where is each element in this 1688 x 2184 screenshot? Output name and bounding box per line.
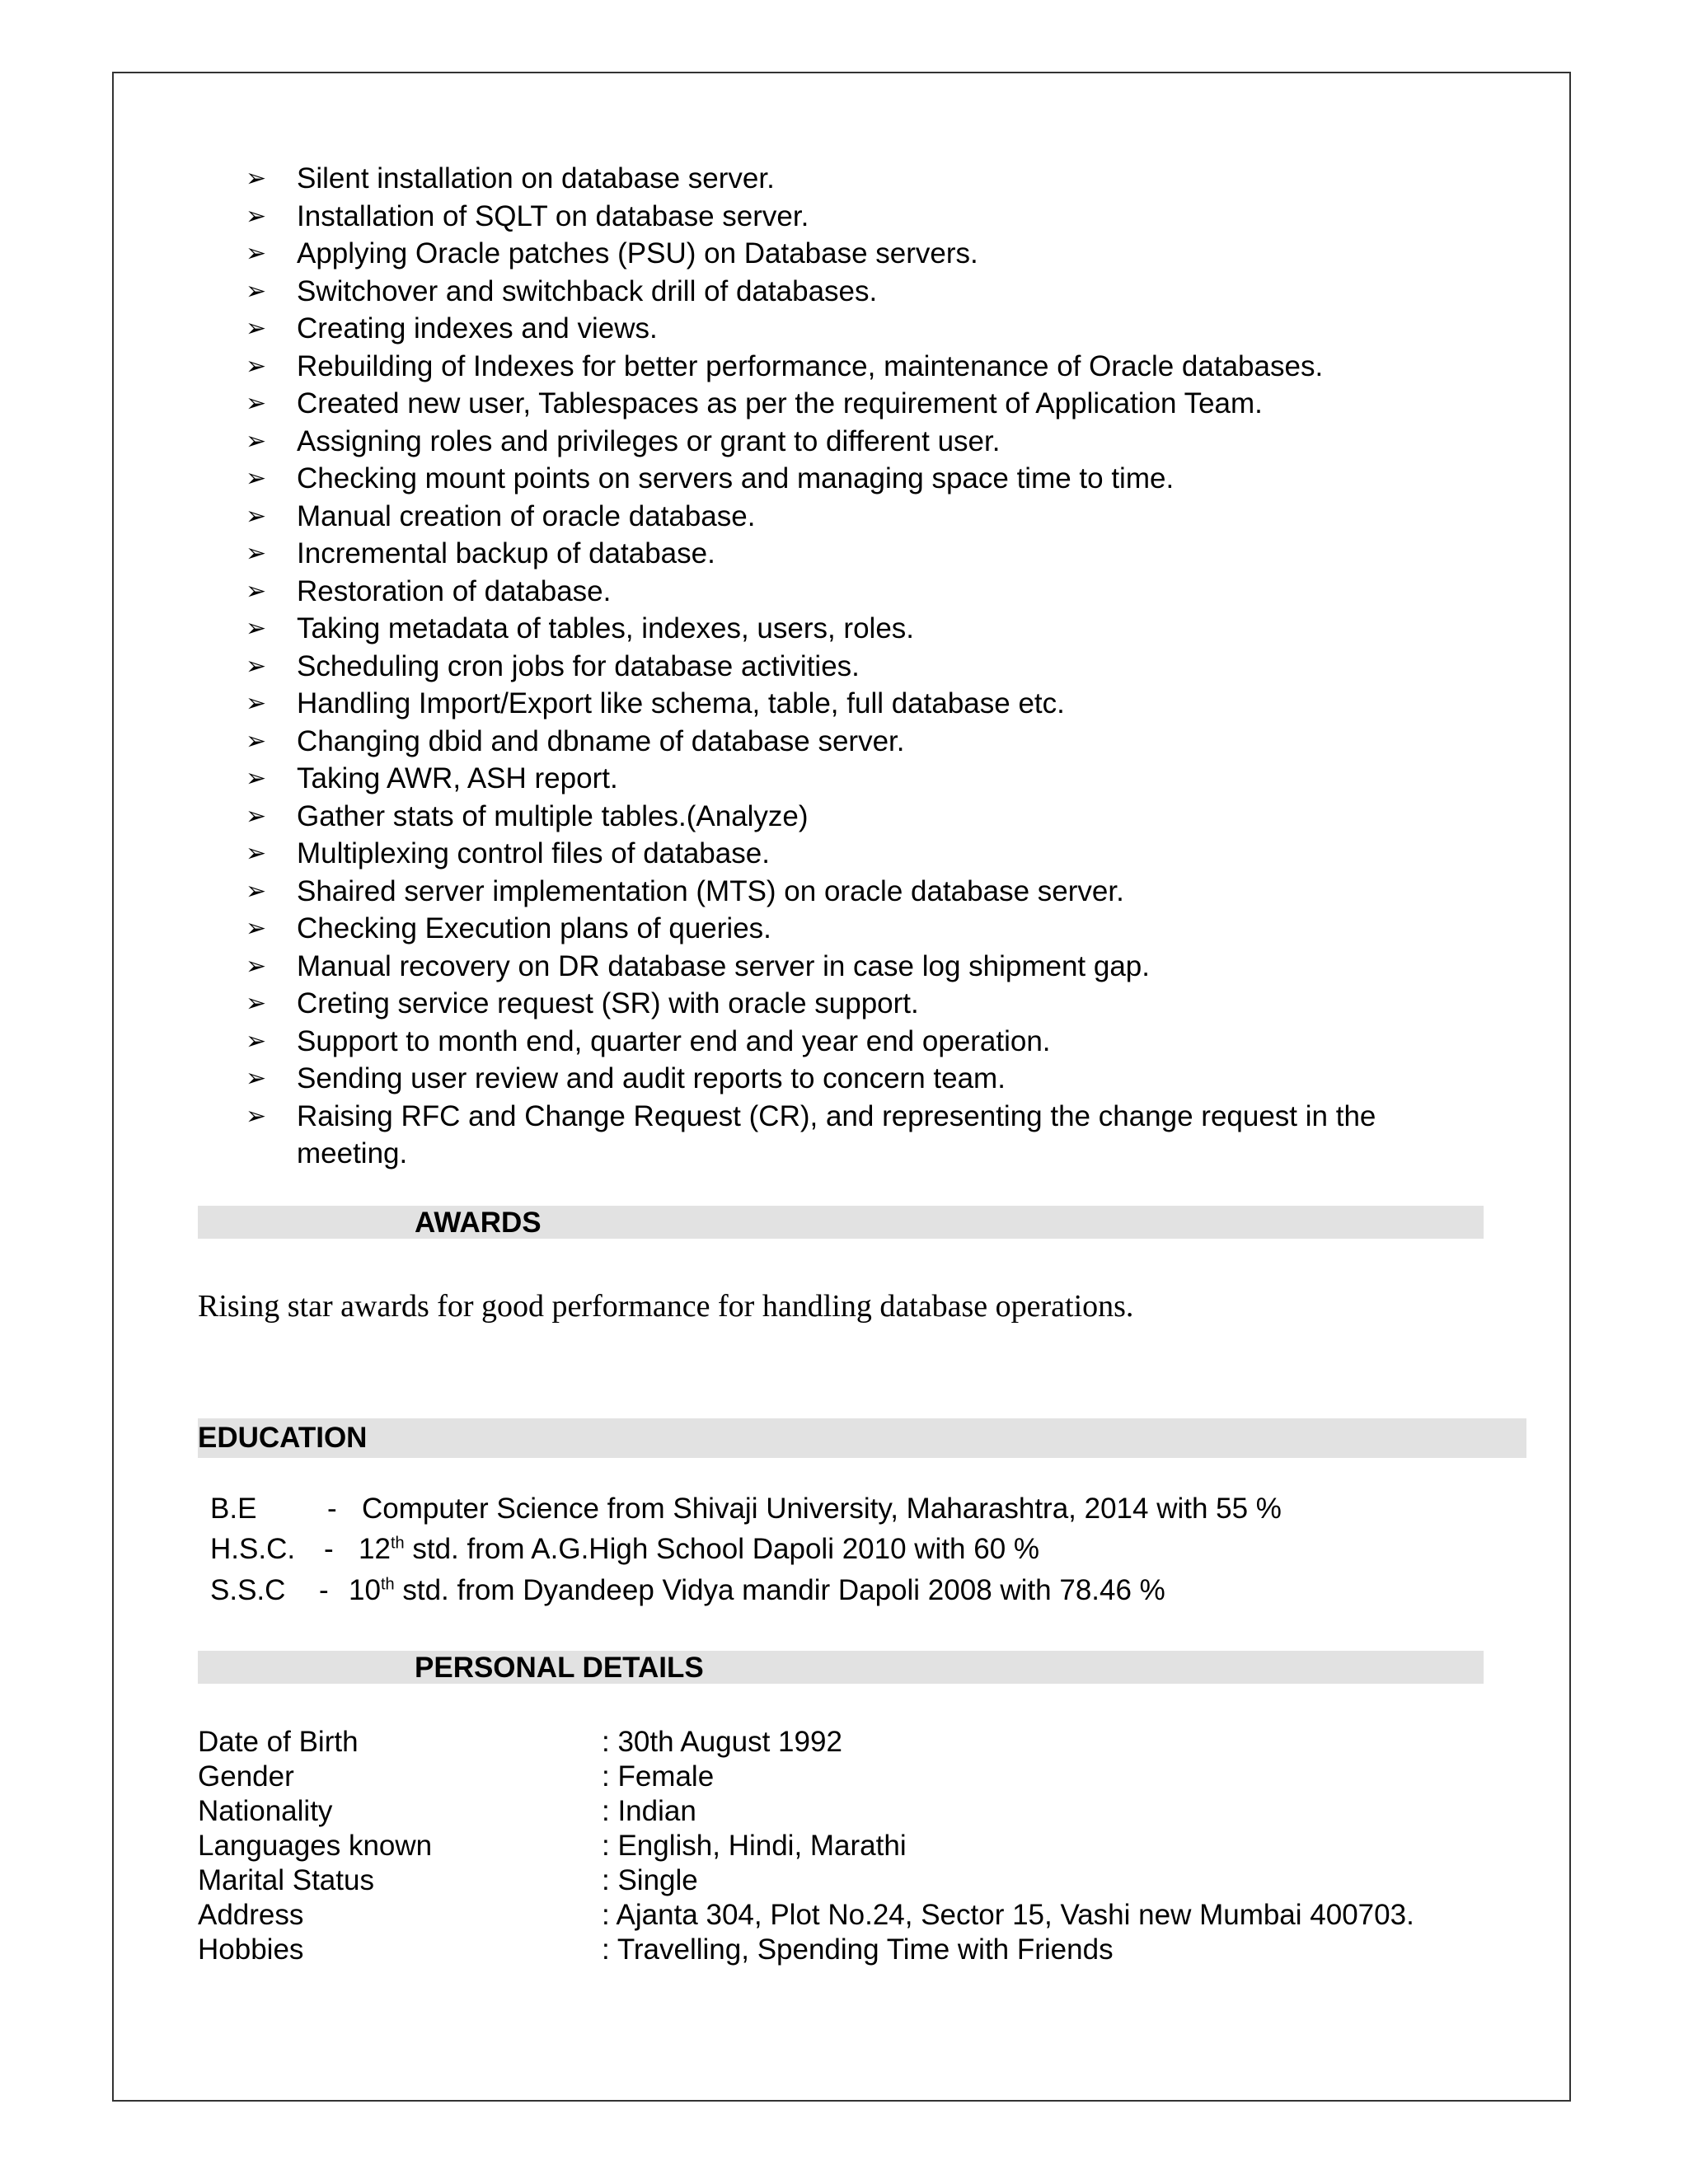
education-detail: std. from A.G.High School Dapoli 2010 with 60 %: [404, 1533, 1040, 1565]
arrow-bullet-icon: ➢: [246, 1064, 267, 1093]
duty-item: [246, 948, 1465, 986]
arrow-bullet-icon: ➢: [246, 276, 267, 306]
arrow-bullet-icon: ➢: [246, 314, 267, 343]
duty-text: Support to month end, quarter end and year end operation.: [297, 1024, 1051, 1057]
arrow-bullet-icon: ➢: [246, 801, 267, 831]
personal-label: Nationality: [198, 1795, 333, 1827]
arrow-bullet-icon: ➢: [246, 576, 267, 606]
personal-value: : English, Hindi, Marathi: [602, 1830, 907, 1862]
duty-item: [246, 1098, 1465, 1173]
duty-text: Installation of SQLT on database server.: [297, 199, 809, 232]
personal-label: Hobbies: [198, 1933, 304, 1966]
personal-value: : Female: [602, 1760, 715, 1793]
arrow-bullet-icon: ➢: [246, 389, 267, 418]
education-row-hsc: [210, 1533, 1039, 1566]
arrow-bullet-icon: ➢: [246, 689, 267, 718]
duty-text: Checking mount points on servers and managing space time to time.: [297, 462, 1175, 494]
education-row-be: [210, 1493, 1282, 1526]
duty-text: Creating indexes and views.: [297, 312, 658, 344]
duty-item: [246, 423, 1465, 461]
education-detail: std. from Dyandeep Vidya mandir Dapoli 2008 with 78.46 %: [394, 1574, 1165, 1606]
duty-item: [246, 573, 1465, 611]
duty-text: Handling Import/Export like schema, table, full database etc.: [297, 687, 1065, 719]
awards-text: Rising star awards for good performance for handling database operations.: [198, 1289, 1134, 1324]
arrow-bullet-icon: ➢: [246, 989, 267, 1018]
awards-heading-band: [198, 1206, 1484, 1239]
personal-value: : Ajanta 304, Plot No.24, Sector 15, Vashi new Mumbai 400703.: [602, 1899, 1414, 1931]
education-ordinal: th: [390, 1534, 405, 1553]
education-row-ssc: [210, 1574, 1165, 1607]
personal-label: Gender: [198, 1760, 294, 1793]
duty-text: Incremental backup of database.: [297, 537, 715, 569]
personal-label: Date of Birth: [198, 1726, 359, 1758]
duty-item: [246, 460, 1465, 498]
duty-text: Rebuilding of Indexes for better performance, maintenance of Oracle databases.: [297, 349, 1324, 382]
duty-text: Manual creation of oracle database.: [297, 499, 756, 532]
duty-item: [246, 648, 1465, 686]
arrow-bullet-icon: ➢: [246, 764, 267, 793]
arrow-bullet-icon: ➢: [246, 1026, 267, 1056]
duty-text: Taking AWR, ASH report.: [297, 762, 618, 794]
duty-text: Shaired server implementation (MTS) on oracle database server.: [297, 874, 1124, 907]
arrow-bullet-icon: ➢: [246, 951, 267, 981]
duties-list: [246, 160, 1465, 1173]
duty-text: Taking metadata of tables, indexes, users, roles.: [297, 612, 915, 644]
arrow-bullet-icon: ➢: [246, 351, 267, 381]
personal-label: Languages known: [198, 1830, 433, 1862]
education-separator: -: [327, 1493, 337, 1525]
duty-item: [246, 1023, 1465, 1061]
duty-text: Creting service request (SR) with oracle support.: [297, 987, 919, 1019]
arrow-bullet-icon: ➢: [246, 876, 267, 906]
personal-heading: PERSONAL DETAILS: [415, 1652, 704, 1684]
duty-text: Restoration of database.: [297, 574, 612, 607]
duty-item: [246, 235, 1465, 273]
education-separator: -: [324, 1533, 334, 1565]
education-separator: -: [319, 1574, 329, 1606]
duty-item: [246, 835, 1465, 873]
arrow-bullet-icon: ➢: [246, 614, 267, 643]
awards-heading: AWARDS: [415, 1207, 542, 1239]
arrow-bullet-icon: ➢: [246, 651, 267, 681]
duty-item: [246, 760, 1465, 798]
duty-item: [246, 535, 1465, 573]
duty-item: [246, 273, 1465, 311]
arrow-bullet-icon: ➢: [246, 501, 267, 531]
duty-item: [246, 198, 1465, 236]
duty-item: [246, 498, 1465, 536]
duty-text: Changing dbid and dbname of database server.: [297, 724, 905, 757]
duty-text: Manual recovery on DR database server in case log shipment gap.: [297, 949, 1150, 982]
duty-text: Applying Oracle patches (PSU) on Database servers.: [297, 237, 978, 269]
education-ordinal: th: [380, 1575, 395, 1594]
personal-label: Address: [198, 1899, 304, 1931]
duty-text: Raising RFC and Change Request (CR), and representing the change request in the meeting.: [297, 1099, 1376, 1169]
education-degree: H.S.C.: [210, 1533, 296, 1565]
duty-text: Assigning roles and privileges or grant to different user.: [297, 424, 1001, 457]
arrow-bullet-icon: ➢: [246, 426, 267, 456]
duty-item: [246, 1060, 1465, 1098]
duty-item: [246, 798, 1465, 836]
personal-value: : Travelling, Spending Time with Friends: [602, 1933, 1114, 1966]
education-degree: B.E: [210, 1493, 257, 1525]
duty-text: Silent installation on database server.: [297, 162, 775, 194]
education-number: 12: [359, 1533, 391, 1565]
arrow-bullet-icon: ➢: [246, 239, 267, 268]
education-heading: EDUCATION: [198, 1422, 368, 1454]
duty-text: Sending user review and audit reports to concern team.: [297, 1062, 1006, 1094]
arrow-bullet-icon: ➢: [246, 539, 267, 568]
duty-text: Gather stats of multiple tables.(Analyze): [297, 799, 809, 832]
duty-item: [246, 160, 1465, 198]
arrow-bullet-icon: ➢: [246, 464, 267, 493]
duty-text: Created new user, Tablespaces as per the requirement of Application Team.: [297, 387, 1263, 419]
education-number: 10: [349, 1574, 381, 1606]
duty-text: Multiplexing control files of database.: [297, 837, 770, 869]
personal-label: Marital Status: [198, 1864, 374, 1896]
education-heading-band: [198, 1418, 1526, 1458]
duty-item: [246, 310, 1465, 348]
arrow-bullet-icon: ➢: [246, 726, 267, 756]
duty-text: Scheduling cron jobs for database activities.: [297, 649, 860, 682]
arrow-bullet-icon: ➢: [246, 914, 267, 943]
duty-item: [246, 385, 1465, 423]
personal-heading-band: [198, 1651, 1484, 1684]
education-detail: Computer Science from Shivaji University, Maharashtra, 2014 with 55 %: [362, 1493, 1282, 1525]
duty-item: [246, 910, 1465, 948]
personal-value: : 30th August 1992: [602, 1726, 842, 1758]
personal-value: : Single: [602, 1864, 698, 1896]
arrow-bullet-icon: ➢: [246, 201, 267, 231]
arrow-bullet-icon: ➢: [246, 1101, 267, 1131]
duty-item: [246, 723, 1465, 761]
duty-text: Switchover and switchback drill of databases.: [297, 274, 878, 307]
duty-item: [246, 873, 1465, 911]
personal-value: : Indian: [602, 1795, 696, 1827]
duty-text: Checking Execution plans of queries.: [297, 912, 771, 944]
duty-item: [246, 348, 1465, 386]
arrow-bullet-icon: ➢: [246, 839, 267, 868]
arrow-bullet-icon: ➢: [246, 164, 267, 193]
duty-item: [246, 985, 1465, 1023]
duty-item: [246, 685, 1465, 723]
education-degree: S.S.C: [210, 1574, 286, 1606]
duty-item: [246, 610, 1465, 648]
